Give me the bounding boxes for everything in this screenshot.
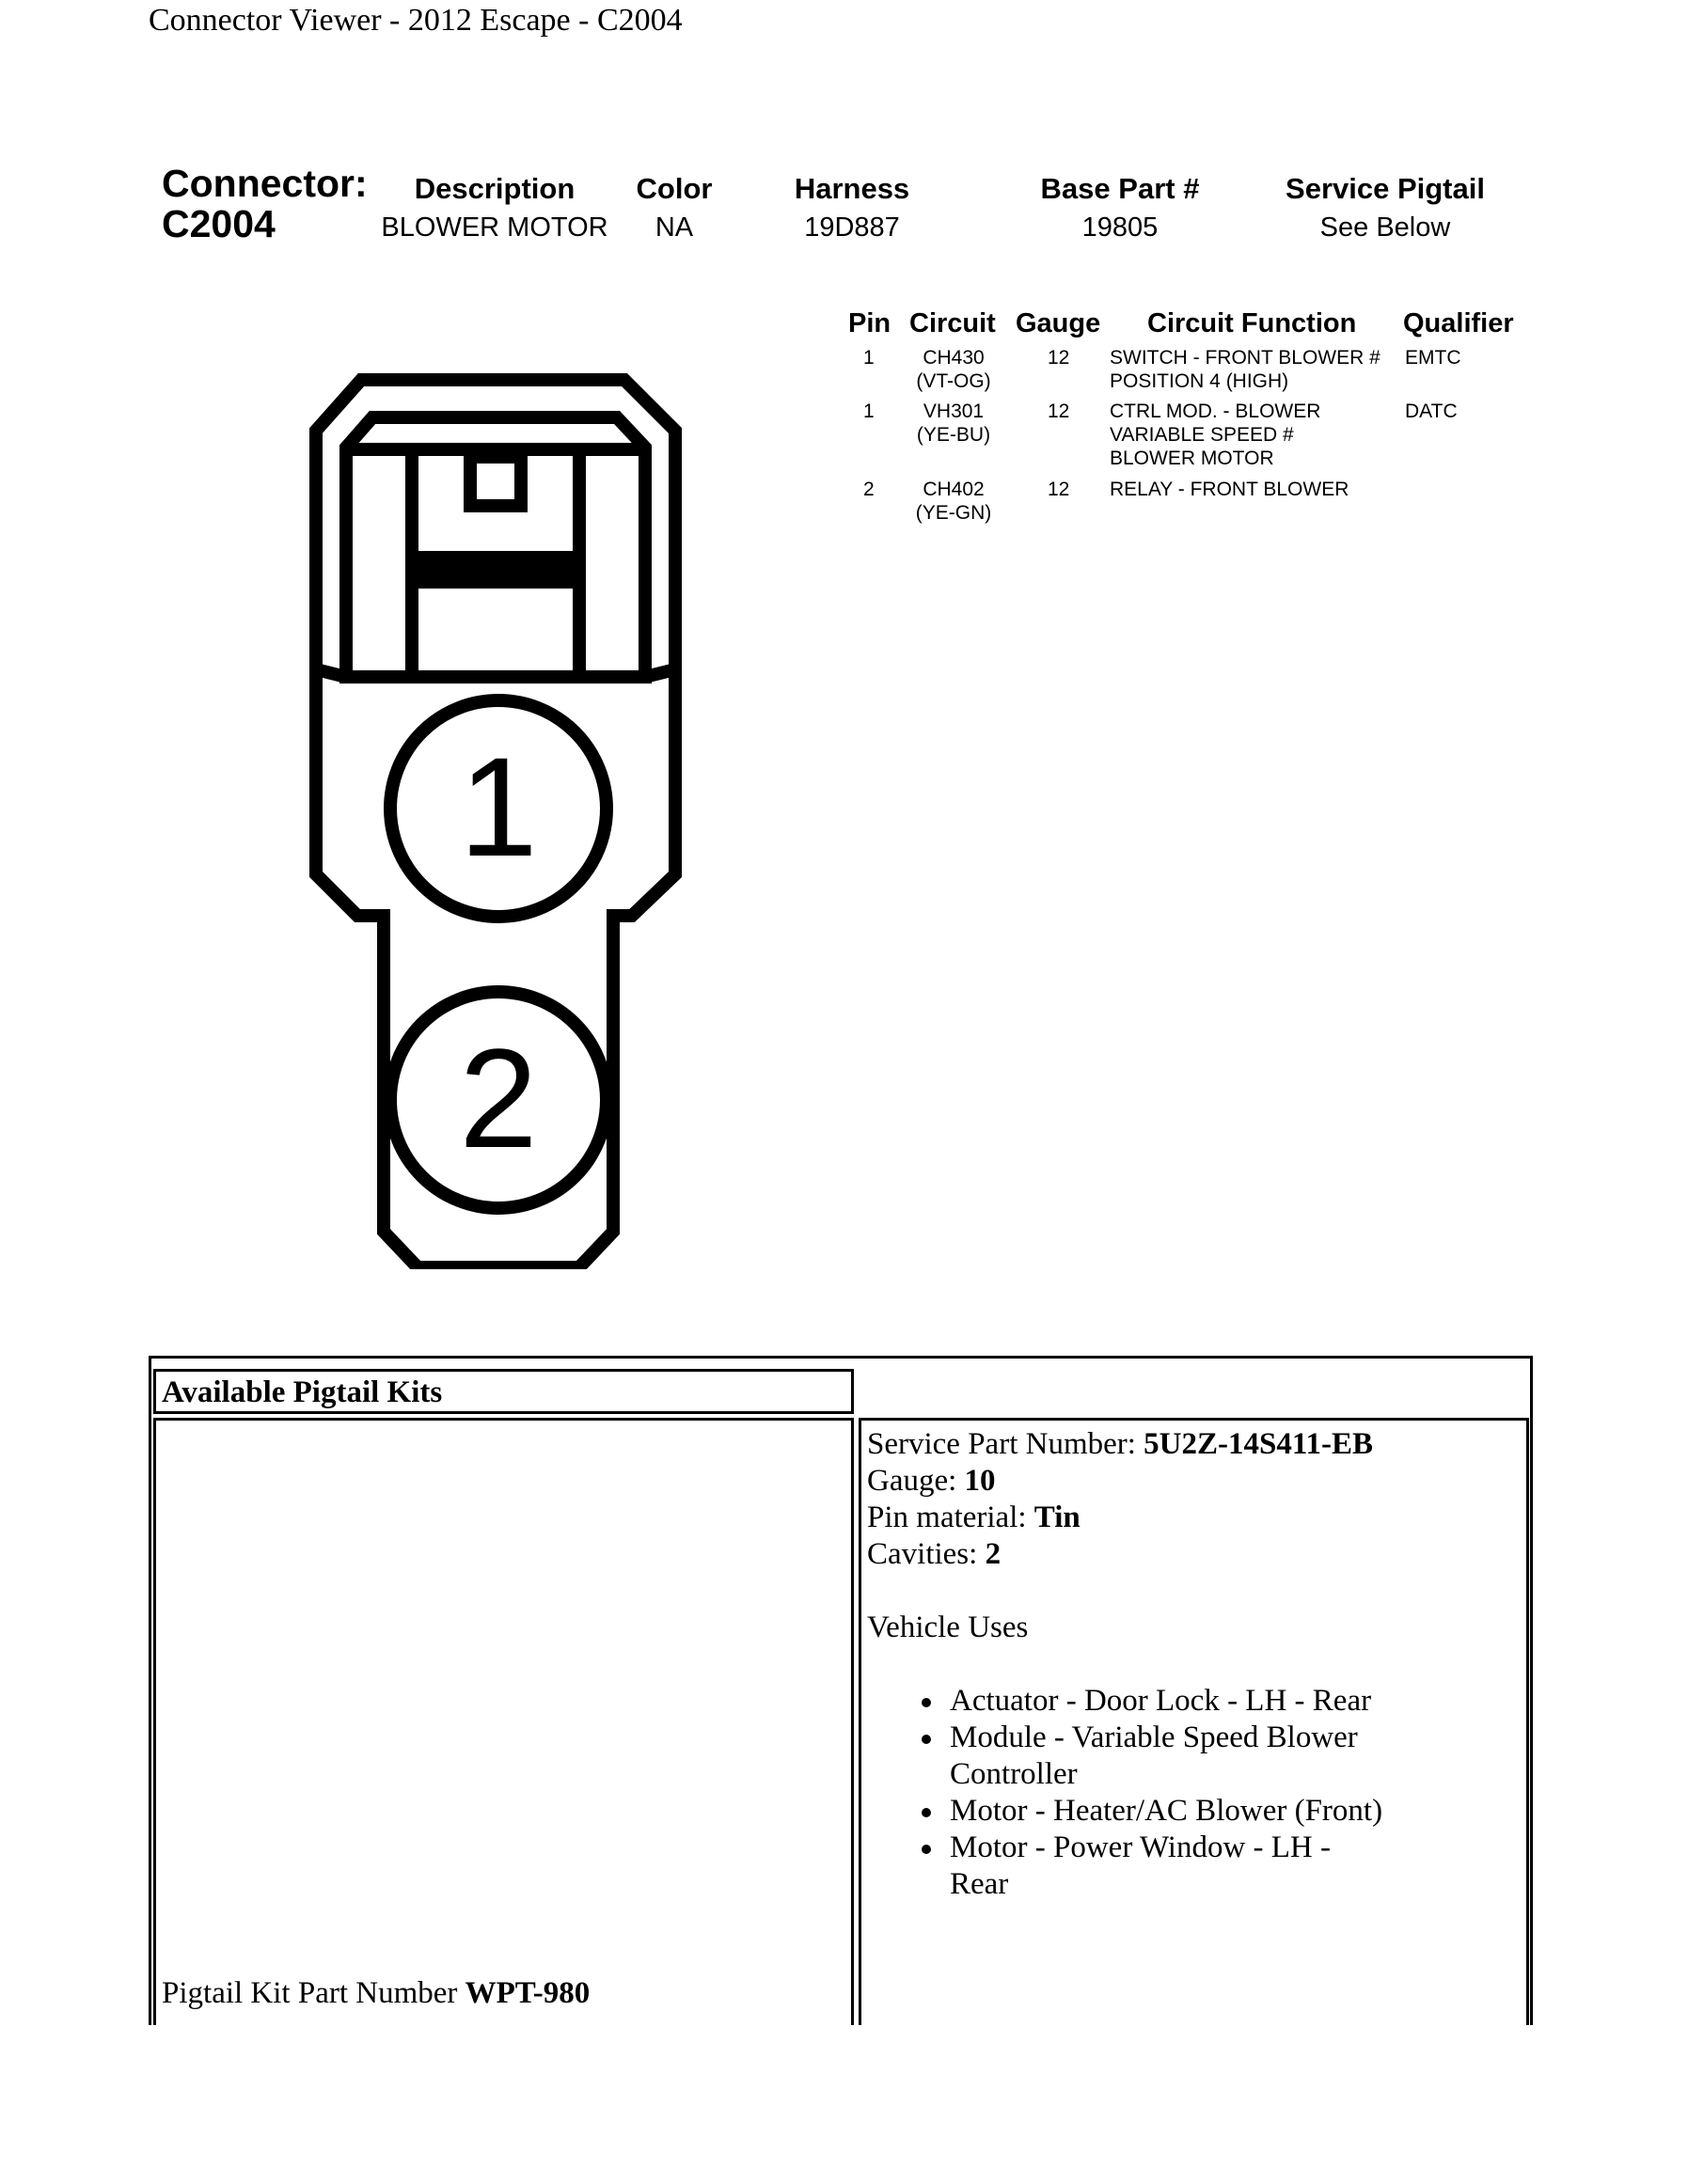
cavities-line	[867, 1536, 1394, 1573]
pin-label-1: 1	[459, 728, 538, 886]
function-line: VARIABLE SPEED #	[1110, 424, 1294, 446]
function-line: BLOWER MOTOR	[1110, 448, 1274, 469]
circuit-code: CH430	[923, 347, 985, 369]
function-line: SWITCH - FRONT BLOWER #	[1110, 347, 1380, 369]
qualifier-value: EMTC	[1405, 347, 1461, 369]
pigtail-heading-cell	[153, 1369, 854, 1414]
vehicle-uses-list	[867, 1683, 1394, 1903]
cavities-label: Cavities:	[867, 1537, 986, 1571]
pin-number: 1	[863, 401, 875, 422]
wire-color: (YE-GN)	[915, 502, 992, 524]
pigtail-kit-number: WPT-980	[465, 1976, 591, 2010]
circuit-code: VH301	[923, 401, 985, 422]
pin-header: Pin	[848, 308, 891, 338]
pin-number: 1	[863, 347, 875, 369]
function-line: CTRL MOD. - BLOWER	[1110, 401, 1321, 422]
color-header: Color	[636, 172, 713, 205]
gauge-number: 10	[964, 1464, 996, 1498]
pin-material-value: Tin	[1033, 1501, 1081, 1534]
page-title: Connector Viewer - 2012 Escape - C2004	[149, 3, 683, 38]
function-line: POSITION 4 (HIGH)	[1110, 370, 1289, 392]
pin-material-line	[867, 1500, 1394, 1536]
connector-id: C2004	[162, 202, 276, 245]
base-part-header: Base Part #	[1040, 172, 1200, 205]
pin-number: 2	[863, 479, 875, 500]
base-part-value: 19805	[1081, 212, 1159, 243]
pigtail-heading: Available Pigtail Kits	[162, 1375, 443, 1409]
gauge-value: 12	[1048, 401, 1070, 422]
description-value: BLOWER MOTOR	[381, 212, 608, 243]
circuit-code: CH402	[923, 479, 985, 500]
list-item: Actuator - Door Lock - LH - Rear	[867, 1683, 1394, 1720]
vehicle-uses-heading: Vehicle Uses	[867, 1611, 1029, 1644]
gauge-line	[867, 1463, 1394, 1500]
gauge-value: 12	[1048, 479, 1070, 500]
latch-tab	[470, 457, 521, 506]
wire-color: (VT-OG)	[916, 370, 991, 392]
description-header: Description	[414, 172, 576, 205]
wire-color: (YE-BU)	[916, 424, 991, 446]
circuit-header: Circuit	[909, 308, 996, 338]
pin-material-label: Pin material:	[867, 1501, 1034, 1534]
service-pigtail-value: See Below	[1319, 212, 1451, 243]
harness-value: 19D887	[804, 212, 900, 243]
gauge-label: Gauge:	[867, 1464, 965, 1498]
lock-bar	[412, 551, 579, 589]
gauge-value: 12	[1048, 347, 1070, 369]
pigtail-kit-part	[162, 1975, 590, 2012]
qualifier-value: DATC	[1405, 401, 1458, 422]
gauge-header: Gauge	[1016, 308, 1101, 338]
color-value: NA	[655, 212, 694, 243]
pigtail-kit-label: Pigtail Kit Part Number	[162, 1976, 465, 2010]
service-part-number: 5U2Z-14S411-EB	[1144, 1427, 1374, 1461]
pin-label-2: 2	[459, 1019, 538, 1177]
service-part-line	[867, 1426, 1394, 1463]
cavities-value: 2	[985, 1537, 1002, 1571]
harness-header: Harness	[794, 172, 910, 205]
qualifier-header: Qualifier	[1403, 308, 1514, 338]
function-line: RELAY - FRONT BLOWER	[1110, 479, 1349, 500]
pigtail-kit-cell	[153, 1418, 854, 2025]
service-pigtail-header: Service Pigtail	[1286, 172, 1485, 205]
circuit-function-header: Circuit Function	[1147, 308, 1357, 338]
list-item: Module - Variable Speed Blower Controller	[867, 1720, 1394, 1793]
pigtail-details-cell	[859, 1418, 1529, 2025]
list-item: Motor - Heater/AC Blower (Front)	[867, 1793, 1394, 1830]
connector-face-diagram	[301, 367, 696, 1269]
service-part-label: Service Part Number:	[867, 1427, 1144, 1461]
list-item: Motor - Power Window - LH - Rear	[867, 1830, 1394, 1903]
connector-label: Connector:	[162, 162, 368, 205]
